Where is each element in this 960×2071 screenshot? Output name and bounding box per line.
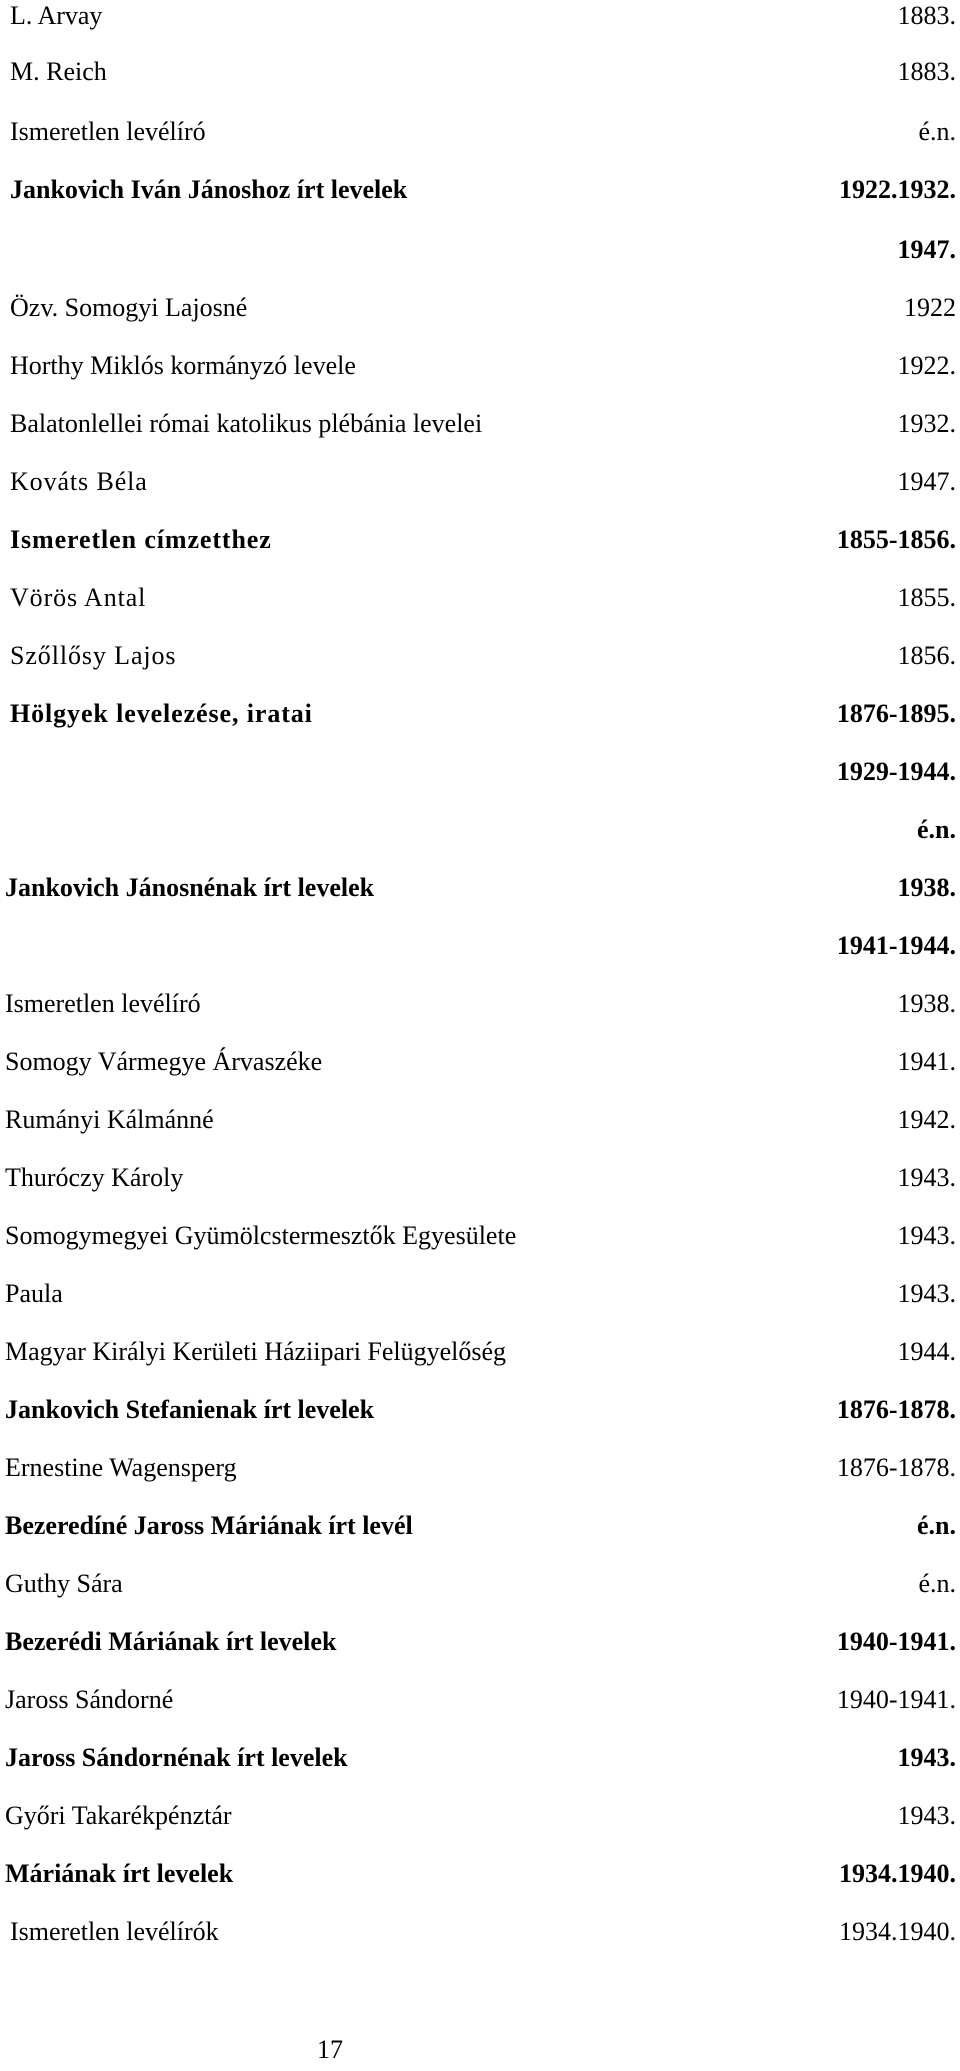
entry-row <box>5 1448 956 1488</box>
entry-row <box>10 346 956 386</box>
entry-date: 1883. <box>897 57 956 86</box>
entry-date: 1922.1932. <box>839 175 956 204</box>
entry-row <box>10 1912 956 1952</box>
entry-date: 1943. <box>897 1163 956 1192</box>
entry-date: 1943. <box>897 1279 956 1308</box>
entry-row <box>5 1216 956 1256</box>
entry-date: 1940-1941. <box>836 1627 956 1656</box>
entry-date: 1934.1940. <box>839 1917 956 1946</box>
entry-label: Győri Takarékpénztár <box>5 1801 232 1830</box>
entry-label: Jaross Sándorné <box>5 1685 174 1714</box>
entry-row <box>5 1506 956 1546</box>
entry-row <box>10 462 956 502</box>
entry-label: Vörös Antal <box>10 583 147 612</box>
entry-label: Rumányi Kálmánné <box>5 1105 214 1134</box>
entry-date: 1940-1941. <box>836 1685 956 1714</box>
entry-label: M. Reich <box>10 57 107 86</box>
entry-date: 1941-1944. <box>836 931 956 960</box>
entry-date: 1942. <box>897 1105 956 1134</box>
entry-date: 1938. <box>897 873 956 902</box>
entry-date: 1876-1878. <box>836 1395 956 1424</box>
entry-label: Ismeretlen címzetthez <box>10 525 272 554</box>
entry-date: 1934.1940. <box>839 1859 956 1888</box>
entry-label: Somogymegyei Gyümölcstermesztők Egyesülete <box>5 1221 517 1250</box>
entry-label: Ismeretlen levélíró <box>10 117 206 146</box>
entry-date: 1932. <box>897 409 956 438</box>
entry-date: 1938. <box>897 989 956 1018</box>
entry-row <box>5 984 956 1024</box>
entry-label: Jankovich Iván Jánoshoz írt levelek <box>10 175 408 204</box>
entry-row <box>5 1274 956 1314</box>
entry-row <box>10 404 956 444</box>
entry-row <box>5 926 956 966</box>
entry-row <box>5 1390 956 1430</box>
entry-label: L. Arvay <box>10 1 103 30</box>
entry-date: 1943. <box>897 1743 956 1772</box>
entry-date: é.n. <box>918 117 956 146</box>
entry-label: Somogy Vármegye Árvaszéke <box>5 1047 323 1076</box>
entry-row <box>10 0 956 36</box>
entry-date: 1876-1878. <box>836 1453 956 1482</box>
entry-row <box>5 1622 956 1662</box>
entry-row <box>5 1564 956 1604</box>
entry-label: Jankovich Stefanienak írt levelek <box>5 1395 375 1424</box>
entry-label: Balatonlellei római katolikus plébánia levelei <box>10 409 483 438</box>
entry-row <box>10 578 956 618</box>
entry-date: 1876-1895. <box>836 699 956 728</box>
entry-label: Kováts Béla <box>10 467 148 496</box>
entry-row <box>10 288 956 328</box>
entry-date: 1855. <box>897 583 956 612</box>
entry-row <box>5 1796 956 1836</box>
entry-date: 1922. <box>897 351 956 380</box>
entry-row <box>10 636 956 676</box>
entry-label: Szőllősy Lajos <box>10 641 177 670</box>
entry-label: Bezerédi Máriának írt levelek <box>5 1627 337 1656</box>
entry-row <box>10 112 956 152</box>
entry-row <box>10 694 956 734</box>
entry-date: 1944. <box>897 1337 956 1366</box>
entry-row <box>5 1738 956 1778</box>
entry-label: Paula <box>5 1279 63 1308</box>
entry-row <box>5 1100 956 1140</box>
entry-row <box>5 1854 956 1894</box>
entry-row <box>10 520 956 560</box>
entry-label: Özv. Somogyi Lajosné <box>10 293 248 322</box>
entry-date: 1941. <box>897 1047 956 1076</box>
entry-row <box>5 1158 956 1198</box>
entry-label: Ernestine Wagensperg <box>5 1453 237 1482</box>
entry-date: 1855-1856. <box>836 525 956 554</box>
entry-label: Ismeretlen levélírók <box>10 1917 219 1946</box>
entry-label: Ismeretlen levélíró <box>5 989 201 1018</box>
page-number: 17 <box>317 2035 343 2064</box>
entry-date: é.n. <box>917 1511 956 1540</box>
entry-label: Guthy Sára <box>5 1569 123 1598</box>
entry-row <box>5 1332 956 1372</box>
entry-row <box>10 752 956 792</box>
entry-date: 1943. <box>897 1801 956 1830</box>
entry-date: 1922 <box>904 293 956 322</box>
entry-row <box>10 52 956 92</box>
entry-label: Thuróczy Károly <box>5 1163 184 1192</box>
entry-date: é.n. <box>918 1569 956 1598</box>
entry-row <box>10 810 956 850</box>
entry-label: Máriának írt levelek <box>5 1859 234 1888</box>
entry-label: Horthy Miklós kormányzó levele <box>10 351 356 380</box>
entry-label: Jankovich Jánosnénak írt levelek <box>5 873 375 902</box>
entry-row <box>10 230 956 270</box>
entry-date: 1947. <box>897 235 956 264</box>
entry-date: é.n. <box>917 815 956 844</box>
entry-label: Hölgyek levelezése, iratai <box>10 699 313 728</box>
entry-label: Bezeredíné Jaross Máriának írt levél <box>5 1511 413 1540</box>
entry-date: 1929-1944. <box>836 757 956 786</box>
entry-label: Jaross Sándornénak írt levelek <box>5 1743 348 1772</box>
entry-date: 1947. <box>897 467 956 496</box>
entry-row <box>5 1042 956 1082</box>
entry-label: Magyar Királyi Kerületi Háziipari Felügyelőség <box>5 1337 507 1366</box>
entry-row <box>10 170 956 210</box>
entry-row <box>5 1680 956 1720</box>
entry-date: 1856. <box>897 641 956 670</box>
entry-row <box>5 868 956 908</box>
entry-date: 1883. <box>897 1 956 30</box>
entry-date: 1943. <box>897 1221 956 1250</box>
